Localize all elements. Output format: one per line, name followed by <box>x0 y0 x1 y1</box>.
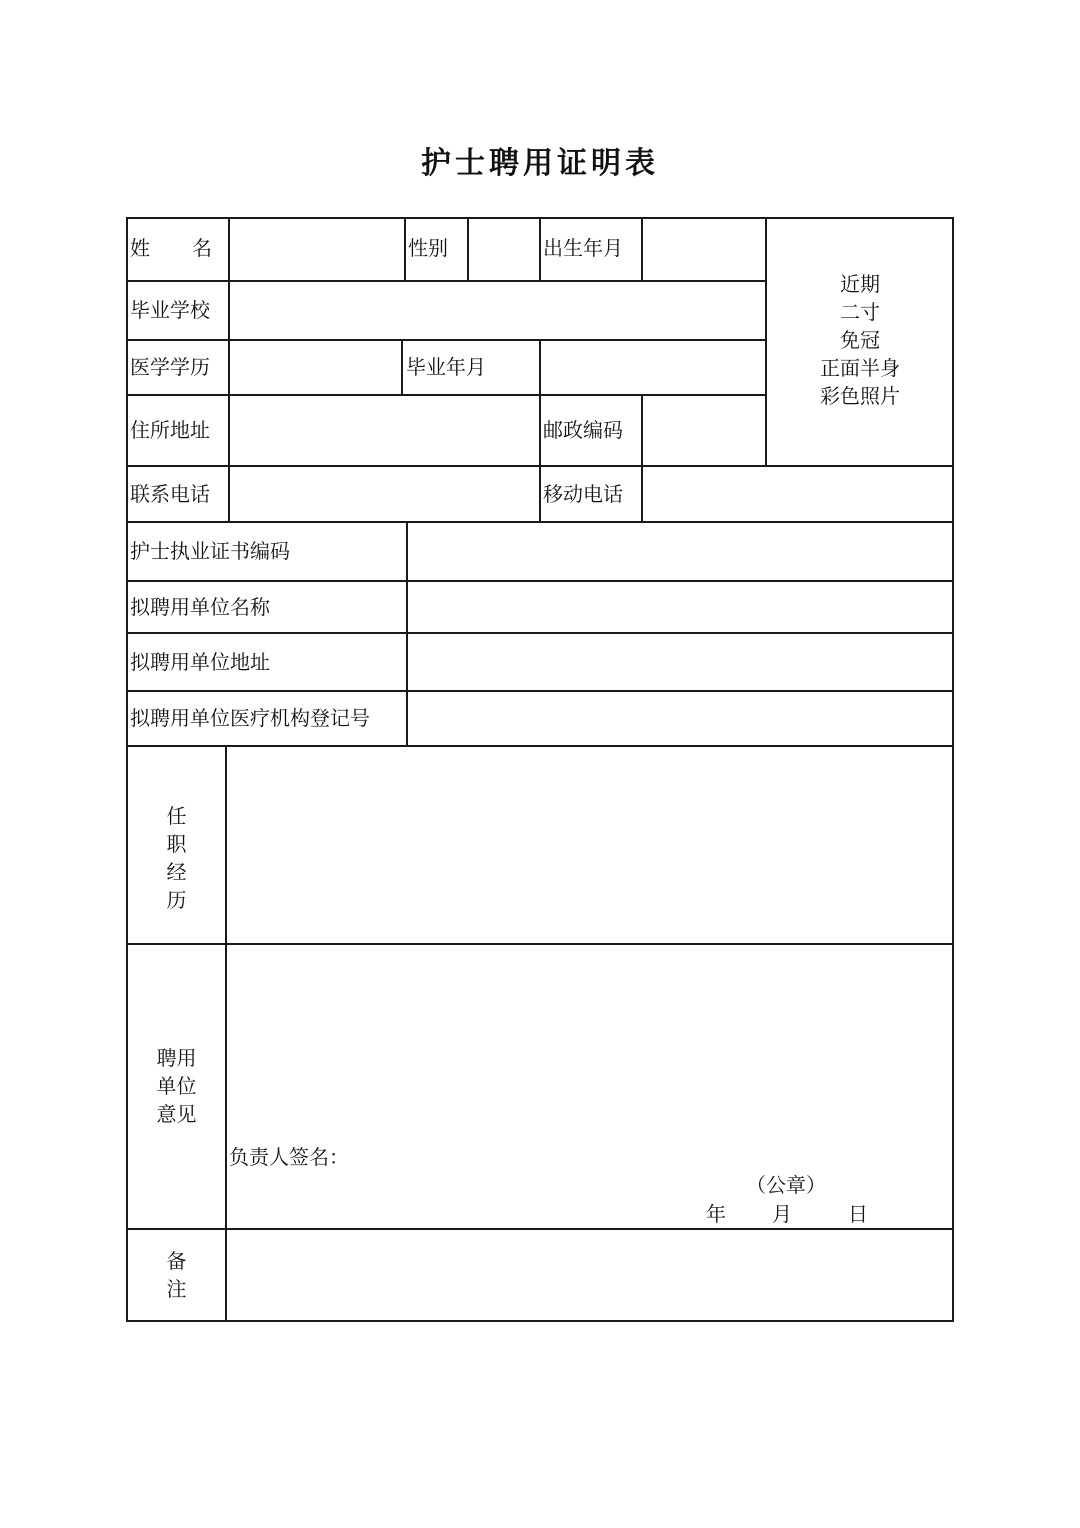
label-line: 意见 <box>156 1102 197 1126</box>
graduation-date-label: 毕业年月 <box>406 355 486 379</box>
label-line: 单位 <box>156 1074 197 1098</box>
label-char: 经 <box>166 860 187 884</box>
row-divider <box>126 394 766 396</box>
table-border-bottom <box>126 1320 954 1322</box>
photo-note-line: 免冠 <box>840 328 880 352</box>
employer-registration-label: 拟聘用单位医疗机构登记号 <box>130 706 370 730</box>
col-divider <box>225 745 227 1322</box>
education-label: 医学学历 <box>130 355 210 379</box>
col-divider <box>228 280 230 341</box>
col-divider <box>404 217 406 282</box>
name-label-char: 名 <box>192 236 212 260</box>
gender-label: 性别 <box>408 236 448 260</box>
employer-address-label: 拟聘用单位地址 <box>130 650 270 674</box>
address-label: 住所地址 <box>130 418 210 442</box>
form-title: 护士聘用证明表 <box>421 146 659 181</box>
col-divider <box>467 217 469 282</box>
postcode-label: 邮政编码 <box>543 418 623 442</box>
mobile-label: 移动电话 <box>543 482 623 506</box>
employer-opinion-label <box>128 1044 225 1128</box>
row-divider <box>126 943 954 945</box>
label-line: 聘用 <box>156 1046 197 1070</box>
label-char: 备 <box>166 1249 187 1273</box>
col-divider <box>406 521 408 747</box>
date-day-label: 日 <box>848 1202 868 1226</box>
col-divider <box>228 217 230 282</box>
date-year-label: 年 <box>706 1202 726 1226</box>
col-divider <box>539 217 541 282</box>
signer-label: 负责人签名： <box>229 1145 349 1169</box>
remarks-label <box>128 1247 225 1303</box>
label-char: 任 <box>166 804 187 828</box>
col-divider <box>228 339 230 396</box>
employer-name-label: 拟聘用单位名称 <box>130 595 270 619</box>
table-border-left <box>126 217 128 1322</box>
table-border-right <box>952 217 954 1322</box>
official-seal-label: （公章） <box>746 1173 826 1197</box>
birth-date-label: 出生年月 <box>543 236 623 260</box>
col-divider <box>539 465 541 523</box>
row-divider <box>126 339 766 341</box>
col-divider <box>641 217 643 282</box>
phone-label: 联系电话 <box>130 482 210 506</box>
photo-note-line: 正面半身 <box>820 356 900 380</box>
row-divider <box>126 280 766 282</box>
col-divider <box>228 394 230 467</box>
license-number-label: 护士执业证书编码 <box>130 539 290 563</box>
col-divider <box>539 394 541 467</box>
row-divider <box>126 580 954 582</box>
row-divider <box>126 745 954 747</box>
col-divider <box>401 339 403 396</box>
name-label <box>130 236 212 260</box>
work-history-label <box>128 802 225 914</box>
row-divider <box>126 690 954 692</box>
date-month-label: 月 <box>772 1202 792 1226</box>
label-char: 注 <box>166 1277 187 1301</box>
photo-note-line: 近期 <box>840 272 880 296</box>
col-divider <box>641 465 643 523</box>
photo-note-line: 二寸 <box>840 300 880 324</box>
name-label-char: 姓 <box>130 236 150 260</box>
label-char: 历 <box>166 888 187 912</box>
row-divider <box>126 1228 954 1230</box>
photo-divider <box>765 217 767 467</box>
row-divider <box>126 632 954 634</box>
photo-note-line: 彩色照片 <box>820 384 900 408</box>
school-label: 毕业学校 <box>130 298 210 322</box>
photo-placeholder <box>768 270 952 410</box>
col-divider <box>228 465 230 523</box>
col-divider <box>641 394 643 467</box>
label-char: 职 <box>166 832 187 856</box>
col-divider <box>539 339 541 396</box>
